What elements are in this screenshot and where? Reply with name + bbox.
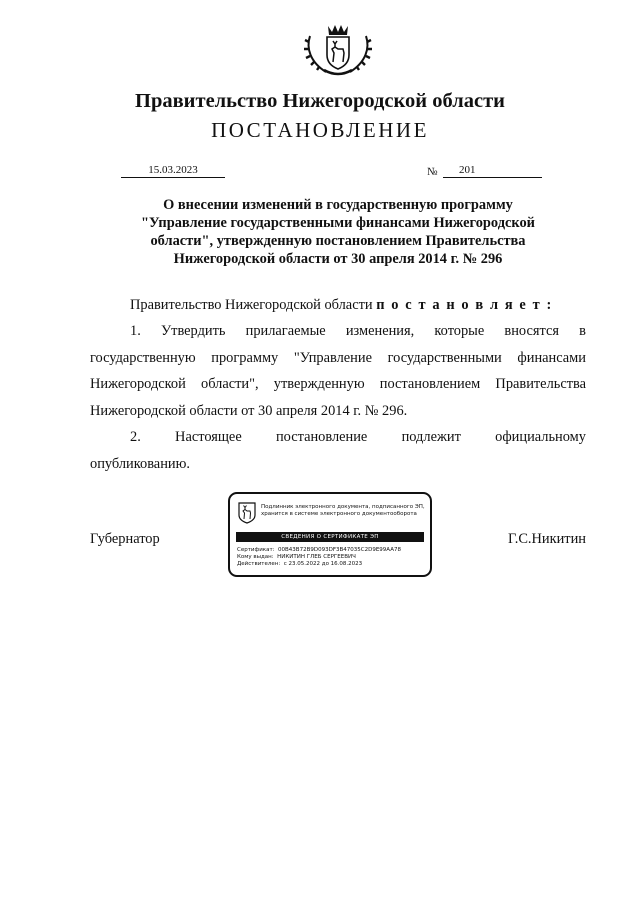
paragraph-2-line-1 bbox=[90, 424, 586, 451]
paragraph-2-line-2: опубликованию. bbox=[90, 455, 190, 472]
stamp-header-line: Подлинник электронного документа, подписанного ЭП, bbox=[261, 504, 425, 510]
validity-row bbox=[237, 561, 401, 568]
word: официальному bbox=[495, 429, 586, 445]
issued-to-label: Кому выдан: bbox=[237, 554, 274, 560]
document-date-value: 15.03.2023 bbox=[148, 164, 198, 176]
paragraph-2 bbox=[90, 424, 586, 477]
word: прилагаемые bbox=[245, 323, 326, 339]
paragraph-1 bbox=[90, 318, 586, 425]
validity-value: с 23.05.2022 до 16.08.2023 bbox=[283, 561, 363, 567]
preamble-bold: п о с т а н о в л я е т : bbox=[376, 297, 553, 313]
preamble-text: Правительство Нижегородской области bbox=[130, 297, 373, 313]
word: 1. bbox=[130, 323, 141, 339]
word: подлежит bbox=[401, 429, 461, 445]
document-number bbox=[443, 164, 542, 178]
subject-line: "Управление государственными финансами Нижегородской bbox=[141, 215, 535, 231]
issued-to-row bbox=[237, 554, 401, 561]
organization-name: Правительство Нижегородской области bbox=[135, 90, 505, 112]
word: которые bbox=[434, 323, 485, 339]
document-number-value: 201 bbox=[459, 164, 476, 176]
word: 2. bbox=[130, 429, 141, 445]
word: изменения, bbox=[345, 323, 415, 339]
signatory-name: Г.С.Никитин bbox=[508, 531, 586, 547]
deer-emblem-icon bbox=[238, 502, 256, 524]
stamp-header bbox=[261, 504, 425, 518]
e-signature-stamp bbox=[228, 492, 432, 577]
validity-label: Действителен: bbox=[237, 561, 281, 567]
paragraph-1-line-1 bbox=[90, 318, 586, 345]
word: вносятся bbox=[504, 323, 559, 339]
stamp-title-bar: СВЕДЕНИЯ О СЕРТИФИКАТЕ ЭП bbox=[236, 532, 424, 542]
number-label: № bbox=[427, 166, 438, 178]
subject-line: О внесении изменений в государственную программу bbox=[163, 197, 513, 213]
subject-line: Нижегородской области от 30 апреля 2014 г. № 296 bbox=[173, 251, 503, 267]
word: в bbox=[579, 323, 586, 339]
certificate-row bbox=[237, 547, 401, 554]
certificate-value: 00B43B72B9D093DF3B47035C2D9E99AA78 bbox=[278, 547, 401, 553]
document-date bbox=[121, 164, 225, 178]
word: Настоящее bbox=[175, 429, 242, 445]
paragraph-1-line-2: государственную программу "Управление государственными финансами bbox=[90, 349, 586, 366]
certificate-label: Сертификат: bbox=[237, 547, 275, 553]
document-type: ПОСТАНОВЛЕНИЕ bbox=[211, 118, 429, 142]
signatory-title: Губернатор bbox=[90, 531, 160, 547]
paragraph-1-line-4: Нижегородской области от 30 апреля 2014 г. № 296. bbox=[90, 403, 408, 420]
paragraph-1-line-3: Нижегородской области", утвержденную постановлением Правительства bbox=[90, 376, 586, 393]
issued-to-value: НИКИТИН ГЛЕБ СЕРГЕЕВИЧ bbox=[277, 554, 356, 560]
document-subject bbox=[90, 196, 586, 268]
subject-line: области", утвержденную постановлением Правительства bbox=[150, 233, 526, 249]
word: Утвердить bbox=[160, 323, 226, 339]
stamp-details bbox=[237, 547, 401, 568]
coat-of-arms-icon bbox=[302, 22, 374, 78]
preamble bbox=[130, 297, 553, 314]
word: постановление bbox=[275, 429, 368, 445]
stamp-header-line: хранится в системе электронного документооборота bbox=[261, 511, 417, 517]
